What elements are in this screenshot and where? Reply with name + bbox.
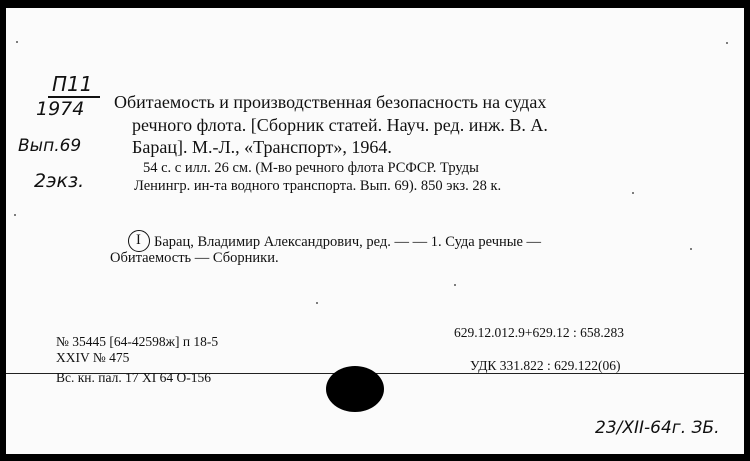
title-line-3: Барац]. М.-Л., «Транспорт», 1964. — [132, 137, 392, 157]
series-number: XXIV № 475 — [56, 350, 130, 365]
tracing-line-1: Барац, Владимир Александрович, ред. — — 1. Суда речные — — [154, 234, 542, 250]
scan-speck — [14, 214, 16, 216]
scan-speck — [690, 248, 692, 250]
ink-blot — [326, 366, 384, 412]
description-line-1: 54 с. с илл. 26 см. (М-во речного флота РСФСР. Труды — [143, 160, 479, 176]
scan-speck — [632, 192, 634, 194]
classification-code: 629.12.012.9+629.12 : 658.283 — [454, 325, 624, 340]
scan-speck — [16, 41, 18, 43]
tracing-line-2: Обитаемость — Сборники. — [110, 250, 279, 266]
scan-speck — [726, 42, 728, 44]
scan-speck — [454, 284, 456, 286]
title-line-1: Обитаемость и производственная безопасность на судах — [114, 92, 547, 112]
description-line-2: Ленингр. ин-та водного транспорта. Вып. 69). 850 экз. 28 к. — [134, 178, 502, 194]
handwritten-copies: 2экз. — [34, 170, 85, 192]
card-border-right — [744, 0, 750, 461]
handwritten-issue: Вып.69 — [18, 136, 82, 156]
handwritten-date-note: 23/XII-64г. ЗБ. — [595, 418, 720, 438]
udc-code: УДК 331.822 : 629.122(06) — [470, 358, 621, 373]
scan-speck — [316, 302, 318, 304]
handwritten-shelf-mark: П11 — [52, 72, 93, 96]
tracing-marker: I — [136, 232, 141, 248]
card-border-top — [0, 0, 750, 8]
card-border-bottom — [0, 454, 750, 461]
accession-number: № 35445 [64-42598ж] п 18-5 — [56, 334, 219, 349]
card-border-left — [0, 0, 6, 461]
title-line-2: речного флота. [Сборник статей. Науч. ред. инж. В. А. — [132, 115, 548, 135]
print-info: Вс. кн. пал. 17 XI 64 О-156 — [56, 370, 211, 385]
handwritten-year: 1974 — [36, 98, 85, 120]
